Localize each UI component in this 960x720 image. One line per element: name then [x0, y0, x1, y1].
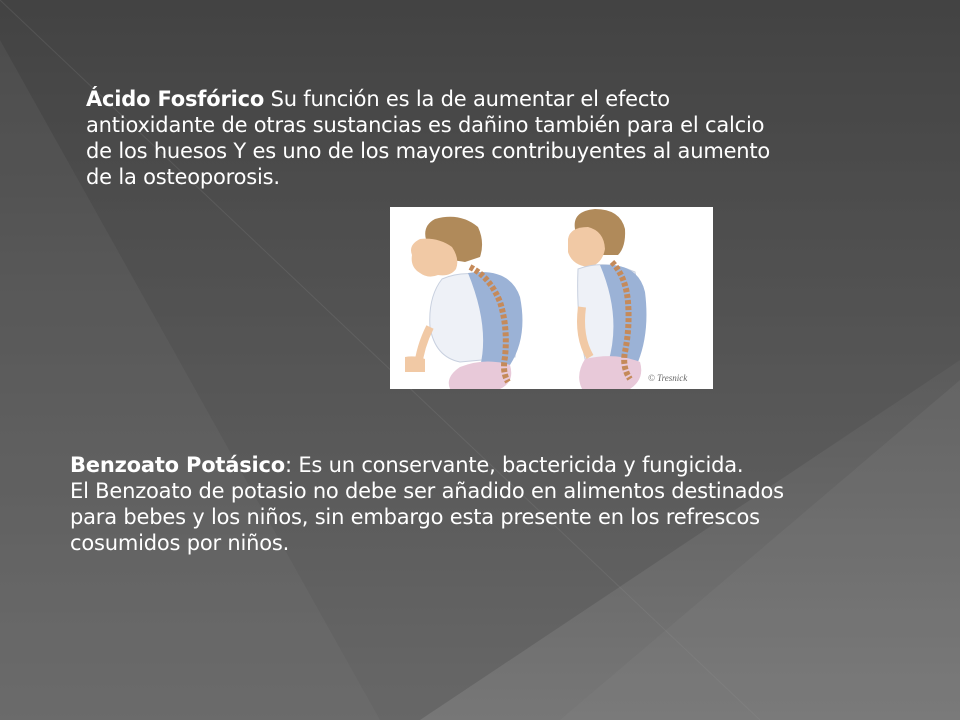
- benzoato-potasico-line-3: para bebes y los niños, sin embargo esta presente en los refrescos: [70, 505, 760, 529]
- acido-fosforico-paragraph: [86, 86, 886, 190]
- benzoato-potasico-line-4: cosumidos por niños.: [70, 531, 290, 555]
- benzoato-potasico-line-1: : Es un conservante, bactericida y fungicida.: [285, 453, 744, 477]
- acido-fosforico-heading: Ácido Fosfórico: [86, 87, 265, 111]
- benzoato-potasico-line-2: El Benzoato de potasio no debe ser añadido en alimentos destinados: [70, 479, 784, 503]
- benzoato-potasico-heading: Benzoato Potásico: [70, 453, 285, 477]
- acido-fosforico-line-1: Su función es la de aumentar el efecto: [264, 87, 670, 111]
- spine-posture-drawing: [390, 207, 713, 389]
- spine-posture-illustration: [390, 207, 713, 389]
- illustration-signature: © Tresnick: [648, 373, 688, 383]
- acido-fosforico-line-3: de los huesos Y es uno de los mayores contribuyentes al aumento: [86, 139, 771, 163]
- benzoato-potasico-paragraph: [70, 452, 910, 556]
- acido-fosforico-line-2: antioxidante de otras sustancias es dañino también para el calcio: [86, 113, 765, 137]
- upright-figure: [568, 209, 646, 389]
- stooped-figure: [405, 217, 522, 389]
- acido-fosforico-line-4: de la osteoporosis.: [86, 165, 280, 189]
